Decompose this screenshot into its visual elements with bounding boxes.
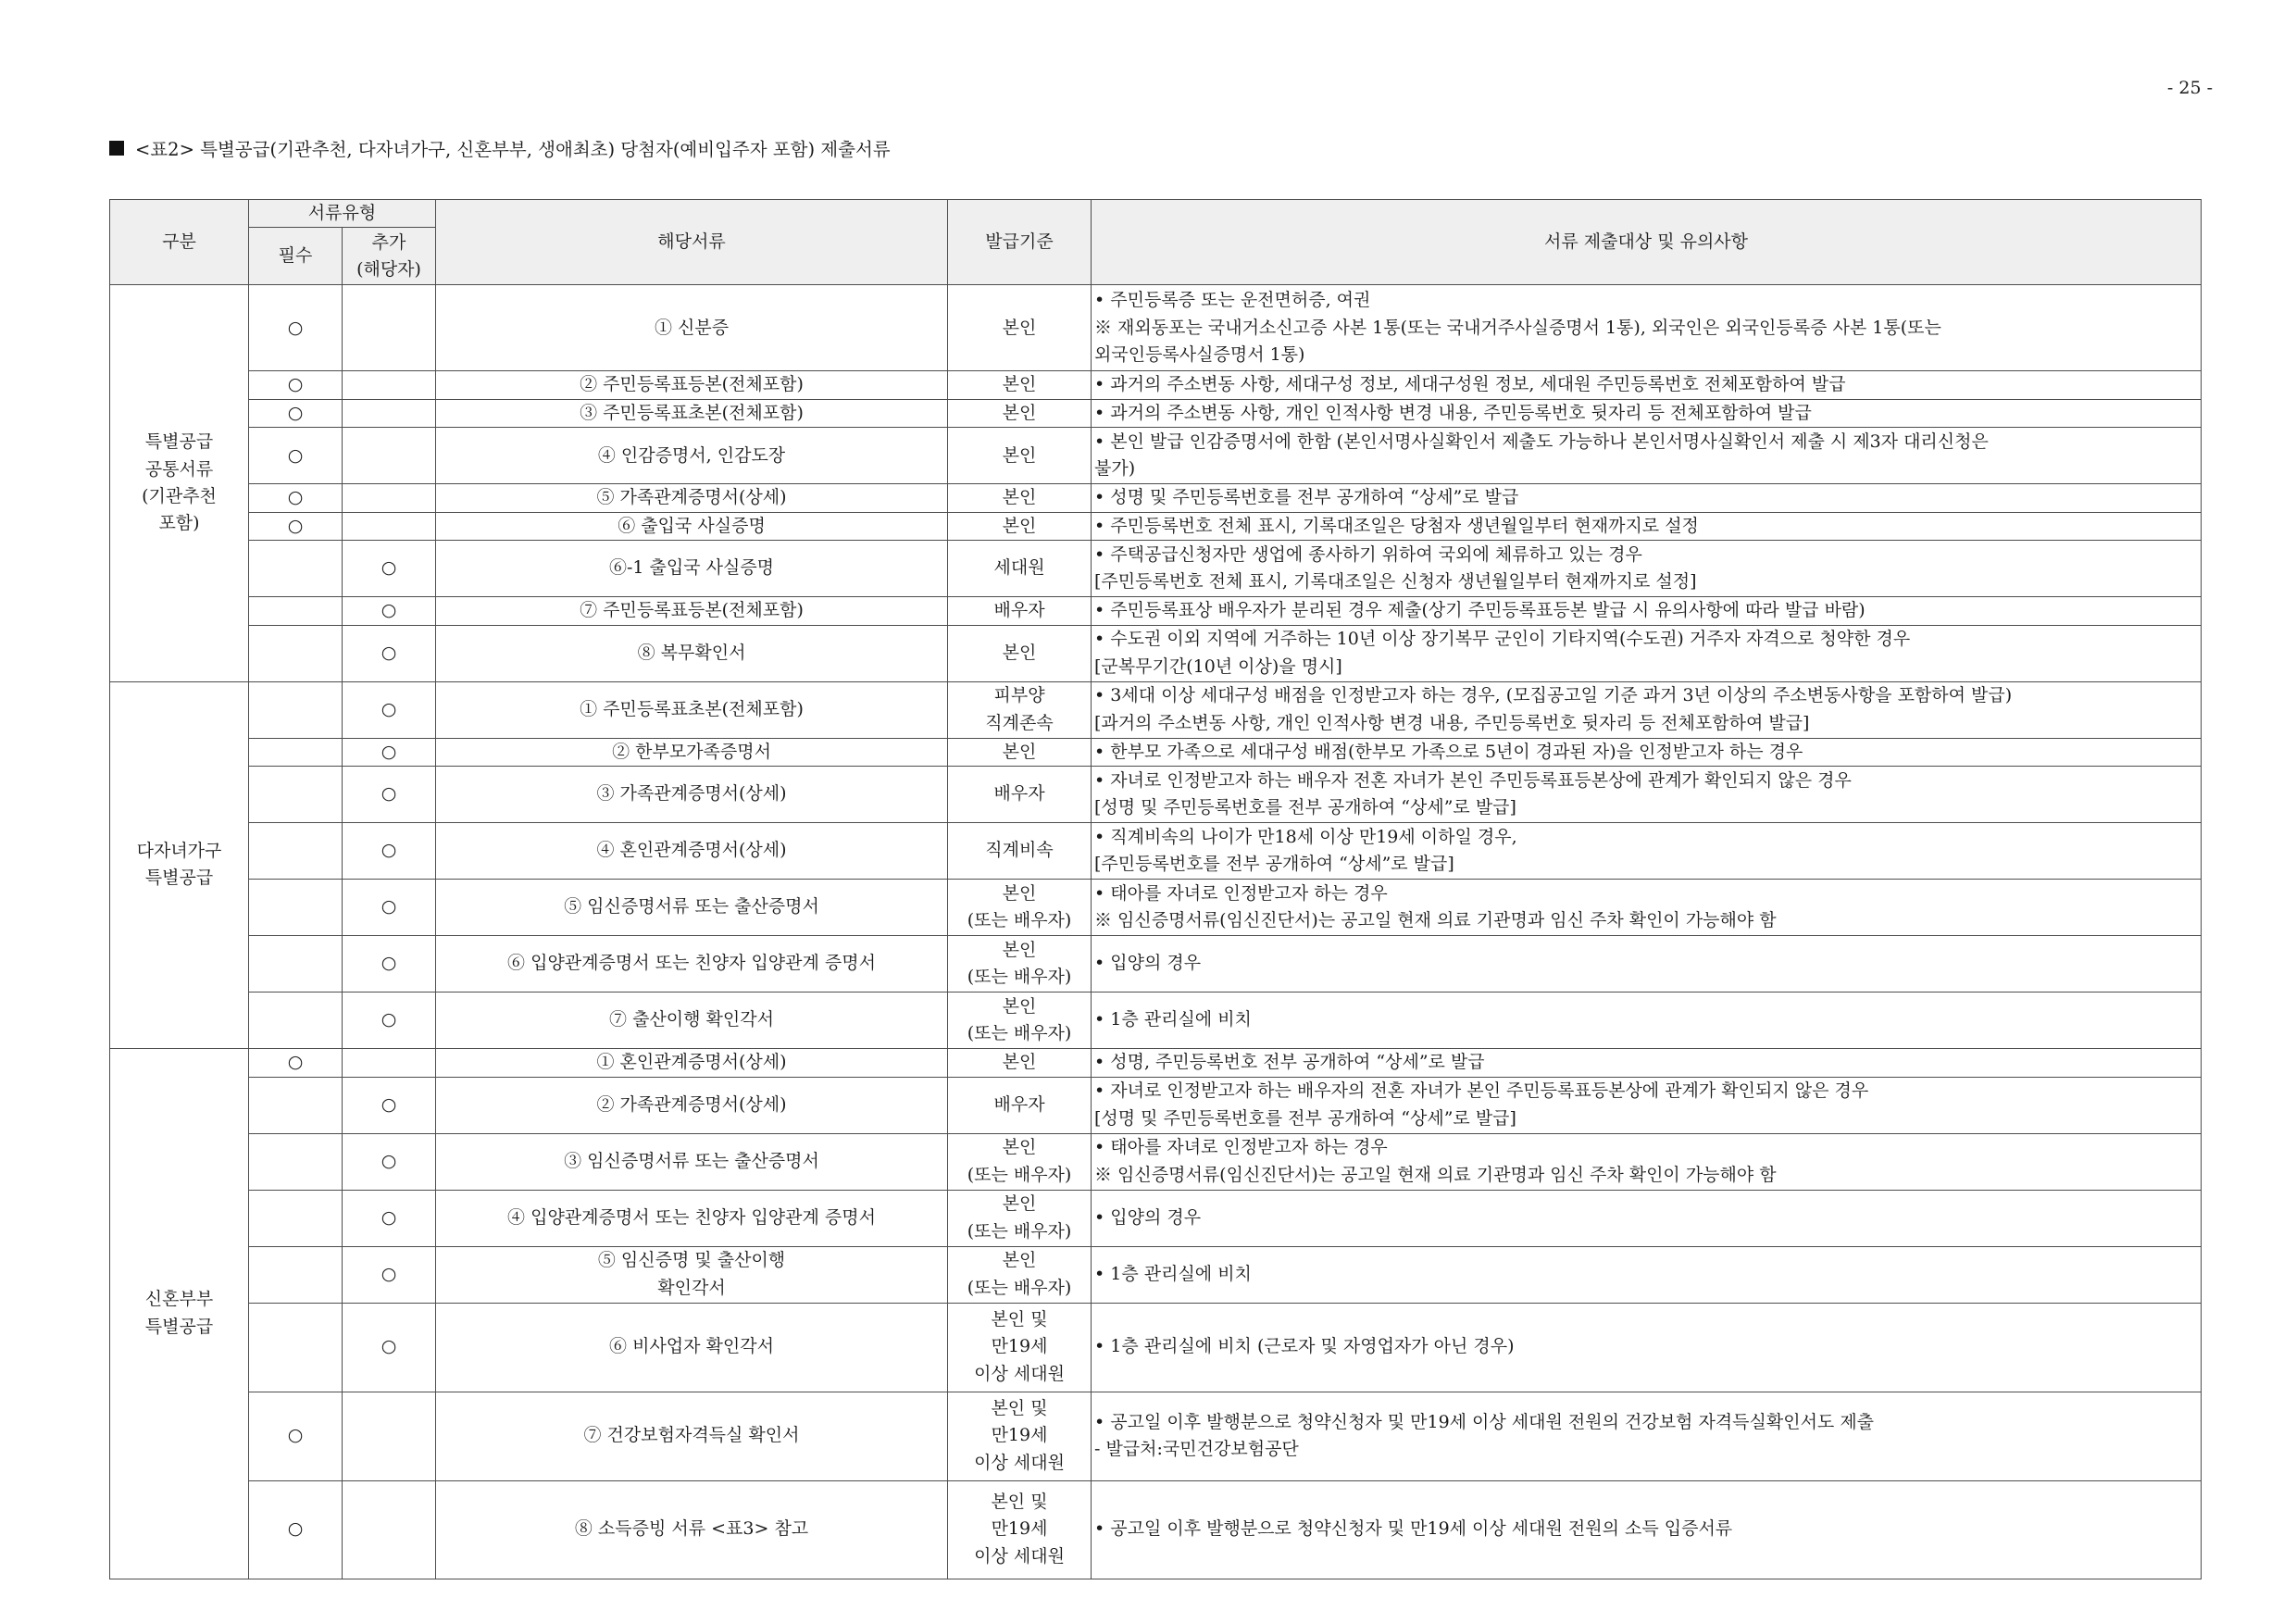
document-name: ① 신분증 (436, 285, 948, 371)
documents-table-body (110, 285, 2202, 1579)
document-name: ⑤ 임신증명서류 또는 출산증명서 (436, 880, 948, 936)
submission-note: • 공고일 이후 발행분으로 청약신청자 및 만19세 이상 세대원 전원의 건강보험 자격득실확인서도 제출 - 발급처:국민건강보험공단 (1092, 1392, 2202, 1480)
required-mark: ○ (249, 1049, 343, 1077)
issue-basis: 본인 및 만19세 이상 세대원 (948, 1303, 1092, 1392)
submission-note: • 입양의 경우 (1092, 936, 2202, 993)
document-name: ⑥ 출입국 사실증명 (436, 512, 948, 540)
required-mark (249, 1077, 343, 1133)
additional-mark: ○ (343, 767, 436, 823)
issue-basis: 본인 (948, 512, 1092, 540)
required-mark (249, 738, 343, 766)
group-label: 다자녀가구 특별공급 (110, 681, 249, 1048)
document-title (109, 135, 891, 161)
table-row (110, 767, 2202, 823)
document-name: ① 혼인관계증명서(상세) (436, 1049, 948, 1077)
document-name: ⑥ 비사업자 확인각서 (436, 1303, 948, 1392)
header-required: 필수 (249, 228, 343, 285)
issue-basis: 본인 (948, 399, 1092, 427)
required-mark (249, 597, 343, 625)
submission-note: • 성명, 주민등록번호 전부 공개하여 “상세”로 발급 (1092, 1049, 2202, 1077)
header-issue-basis: 발급기준 (948, 200, 1092, 285)
issue-basis: 배우자 (948, 1077, 1092, 1133)
submission-note: • 본인 발급 인감증명서에 한함 (본인서명사실확인서 제출도 가능하나 본인서명사실확인서 제출 시 제3자 대리신청은 불가) (1092, 428, 2202, 484)
document-name: ④ 혼인관계증명서(상세) (436, 823, 948, 880)
required-mark (249, 936, 343, 993)
additional-mark: ○ (343, 681, 436, 738)
issue-basis: 본인 (또는 배우자) (948, 880, 1092, 936)
additional-mark (343, 399, 436, 427)
required-mark: ○ (249, 484, 343, 512)
document-name: ③ 임신증명서류 또는 출산증명서 (436, 1133, 948, 1190)
required-mark (249, 1133, 343, 1190)
submission-note: • 과거의 주소변동 사항, 개인 인적사항 변경 내용, 주민등록번호 뒷자리 등 전체포함하여 발급 (1092, 399, 2202, 427)
header-doc-type: 서류유형 (249, 200, 436, 228)
additional-mark (343, 1480, 436, 1579)
document-name: ⑦ 건강보험자격득실 확인서 (436, 1392, 948, 1480)
document-name: ② 한부모가족증명서 (436, 738, 948, 766)
table-row (110, 681, 2202, 738)
required-mark: ○ (249, 512, 343, 540)
document-name: ⑧ 소득증빙 서류 <표3> 참고 (436, 1480, 948, 1579)
submission-note: • 1층 관리실에 비치 (근로자 및 자영업자가 아닌 경우) (1092, 1303, 2202, 1392)
submission-note: • 공고일 이후 발행분으로 청약신청자 및 만19세 이상 세대원 전원의 소득 입증서류 (1092, 1480, 2202, 1579)
issue-basis: 본인 (948, 738, 1092, 766)
additional-mark: ○ (343, 1246, 436, 1303)
issue-basis: 본인 (948, 484, 1092, 512)
document-name: ⑤ 임신증명 및 출산이행 확인각서 (436, 1246, 948, 1303)
additional-mark: ○ (343, 1133, 436, 1190)
issue-basis: 본인 (948, 285, 1092, 371)
required-mark: ○ (249, 1392, 343, 1480)
submission-note: • 주택공급신청자만 생업에 종사하기 위하여 국외에 체류하고 있는 경우 [주민등록번호 전체 표시, 기록대조일은 신청자 생년월일부터 현재까지로 설정] (1092, 541, 2202, 597)
issue-basis: 본인 (또는 배우자) (948, 936, 1092, 993)
submission-note: • 직계비속의 나이가 만18세 이상 만19세 이하일 경우, [주민등록번호를 전부 공개하여 “상세”로 발급] (1092, 823, 2202, 880)
additional-mark (343, 1049, 436, 1077)
table-row (110, 1133, 2202, 1190)
additional-mark (343, 428, 436, 484)
table-row (110, 484, 2202, 512)
table-row (110, 1077, 2202, 1133)
additional-mark: ○ (343, 625, 436, 681)
issue-basis: 본인 (948, 428, 1092, 484)
header-additional: 추가 (해당자) (343, 228, 436, 285)
table-row (110, 285, 2202, 371)
issue-basis: 본인 (또는 배우자) (948, 993, 1092, 1049)
document-name: ⑦ 주민등록표등본(전체포함) (436, 597, 948, 625)
issue-basis: 배우자 (948, 597, 1092, 625)
submission-note: • 1층 관리실에 비치 (1092, 993, 2202, 1049)
table-row (110, 625, 2202, 681)
document-name: ② 가족관계증명서(상세) (436, 1077, 948, 1133)
additional-mark (343, 371, 436, 399)
submission-note: • 과거의 주소변동 사항, 세대구성 정보, 세대구성원 정보, 세대원 주민등록번호 전체포함하여 발급 (1092, 371, 2202, 399)
table-row (110, 1303, 2202, 1392)
additional-mark (343, 512, 436, 540)
header-notes: 서류 제출대상 및 유의사항 (1092, 200, 2202, 285)
submission-note: • 3세대 이상 세대구성 배점을 인정받고자 하는 경우, (모집공고일 기준 과거 3년 이상의 주소변동사항을 포함하여 발급) [과거의 주소변동 사항, 개인 인적사항 변경 내용, 주민등록번호 뒷자리 등 전체포함하여 발급] (1092, 681, 2202, 738)
table-row (110, 823, 2202, 880)
additional-mark: ○ (343, 993, 436, 1049)
additional-mark: ○ (343, 823, 436, 880)
header-category: 구분 (110, 200, 249, 285)
required-mark: ○ (249, 371, 343, 399)
issue-basis: 배우자 (948, 767, 1092, 823)
submission-note: • 자녀로 인정받고자 하는 배우자 전혼 자녀가 본인 주민등록표등본상에 관계가 확인되지 않은 경우 [성명 및 주민등록번호를 전부 공개하여 “상세”로 발급] (1092, 767, 2202, 823)
table-row (110, 993, 2202, 1049)
additional-mark: ○ (343, 541, 436, 597)
document-title-text: <표2> 특별공급(기관추천, 다자녀가구, 신혼부부, 생애최초) 당첨자(예비입주자 포함) 제출서류 (135, 139, 891, 160)
required-mark: ○ (249, 285, 343, 371)
required-mark (249, 625, 343, 681)
document-name: ③ 주민등록표초본(전체포함) (436, 399, 948, 427)
documents-table (109, 199, 2202, 1579)
submission-note: • 자녀로 인정받고자 하는 배우자의 전혼 자녀가 본인 주민등록표등본상에 관계가 확인되지 않은 경우 [성명 및 주민등록번호를 전부 공개하여 “상세”로 발급] (1092, 1077, 2202, 1133)
additional-mark: ○ (343, 1190, 436, 1246)
submission-note: • 한부모 가족으로 세대구성 배점(한부모 가족으로 5년이 경과된 자)을 인정받고자 하는 경우 (1092, 738, 2202, 766)
page-number: - 25 - (2166, 78, 2213, 98)
required-mark (249, 1246, 343, 1303)
table-row (110, 1246, 2202, 1303)
table-row (110, 399, 2202, 427)
issue-basis: 본인 (948, 371, 1092, 399)
issue-basis: 본인 (또는 배우자) (948, 1190, 1092, 1246)
header-document: 해당서류 (436, 200, 948, 285)
additional-mark: ○ (343, 1303, 436, 1392)
submission-note: • 입양의 경우 (1092, 1190, 2202, 1246)
issue-basis: 직계비속 (948, 823, 1092, 880)
table-row (110, 371, 2202, 399)
required-mark (249, 1190, 343, 1246)
table-row (110, 1392, 2202, 1480)
required-mark (249, 823, 343, 880)
table-row (110, 1190, 2202, 1246)
additional-mark (343, 285, 436, 371)
required-mark (249, 993, 343, 1049)
submission-note: • 수도권 이외 지역에 거주하는 10년 이상 장기복무 군인이 기타지역(수도권) 거주자 자격으로 청약한 경우 [군복무기간(10년 이상)을 명시] (1092, 625, 2202, 681)
document-name: ④ 인감증명서, 인감도장 (436, 428, 948, 484)
table-row (110, 738, 2202, 766)
document-name: ② 주민등록표등본(전체포함) (436, 371, 948, 399)
document-name: ⑧ 복무확인서 (436, 625, 948, 681)
table-row (110, 936, 2202, 993)
table-row (110, 512, 2202, 540)
table-row (110, 880, 2202, 936)
document-name: ⑥-1 출입국 사실증명 (436, 541, 948, 597)
issue-basis: 본인 (또는 배우자) (948, 1246, 1092, 1303)
table-row (110, 597, 2202, 625)
required-mark (249, 767, 343, 823)
additional-mark (343, 484, 436, 512)
group-label: 신혼부부 특별공급 (110, 1049, 249, 1579)
submission-note: • 성명 및 주민등록번호를 전부 공개하여 “상세”로 발급 (1092, 484, 2202, 512)
table-row (110, 1480, 2202, 1579)
issue-basis: 본인 및 만19세 이상 세대원 (948, 1392, 1092, 1480)
table-row (110, 428, 2202, 484)
submission-note: • 1층 관리실에 비치 (1092, 1246, 2202, 1303)
document-name: ③ 가족관계증명서(상세) (436, 767, 948, 823)
document-name: ④ 입양관계증명서 또는 친양자 입양관계 증명서 (436, 1190, 948, 1246)
required-mark: ○ (249, 428, 343, 484)
issue-basis: 피부양 직계존속 (948, 681, 1092, 738)
submission-note: • 태아를 자녀로 인정받고자 하는 경우 ※ 임신증명서류(임신진단서)는 공고일 현재 의료 기관명과 임신 주차 확인이 가능해야 함 (1092, 880, 2202, 936)
additional-mark: ○ (343, 880, 436, 936)
square-bullet-icon (109, 141, 124, 156)
issue-basis: 본인 (948, 625, 1092, 681)
required-mark: ○ (249, 399, 343, 427)
required-mark (249, 1303, 343, 1392)
document-name: ⑤ 가족관계증명서(상세) (436, 484, 948, 512)
submission-note: • 태아를 자녀로 인정받고자 하는 경우 ※ 임신증명서류(임신진단서)는 공고일 현재 의료 기관명과 임신 주차 확인이 가능해야 함 (1092, 1133, 2202, 1190)
issue-basis: 세대원 (948, 541, 1092, 597)
required-mark (249, 681, 343, 738)
additional-mark (343, 1392, 436, 1480)
issue-basis: 본인 및 만19세 이상 세대원 (948, 1480, 1092, 1579)
issue-basis: 본인 (또는 배우자) (948, 1133, 1092, 1190)
document-name: ⑥ 입양관계증명서 또는 친양자 입양관계 증명서 (436, 936, 948, 993)
group-label: 특별공급 공통서류 (기관추천 포함) (110, 285, 249, 681)
additional-mark: ○ (343, 936, 436, 993)
required-mark (249, 541, 343, 597)
document-name: ⑦ 출산이행 확인각서 (436, 993, 948, 1049)
document-name: ① 주민등록표초본(전체포함) (436, 681, 948, 738)
additional-mark: ○ (343, 1077, 436, 1133)
table-row (110, 1049, 2202, 1077)
additional-mark: ○ (343, 597, 436, 625)
additional-mark: ○ (343, 738, 436, 766)
table-row (110, 541, 2202, 597)
submission-note: • 주민등록번호 전체 표시, 기록대조일은 당첨자 생년월일부터 현재까지로 설정 (1092, 512, 2202, 540)
required-mark: ○ (249, 1480, 343, 1579)
submission-note: • 주민등록증 또는 운전면허증, 여권 ※ 재외동포는 국내거소신고증 사본 1통(또는 국내거주사실증명서 1통), 외국인은 외국인등록증 사본 1통(또는 외국인등록사실증명서 1통) (1092, 285, 2202, 371)
required-mark (249, 880, 343, 936)
submission-note: • 주민등록표상 배우자가 분리된 경우 제출(상기 주민등록표등본 발급 시 유의사항에 따라 발급 바람) (1092, 597, 2202, 625)
issue-basis: 본인 (948, 1049, 1092, 1077)
